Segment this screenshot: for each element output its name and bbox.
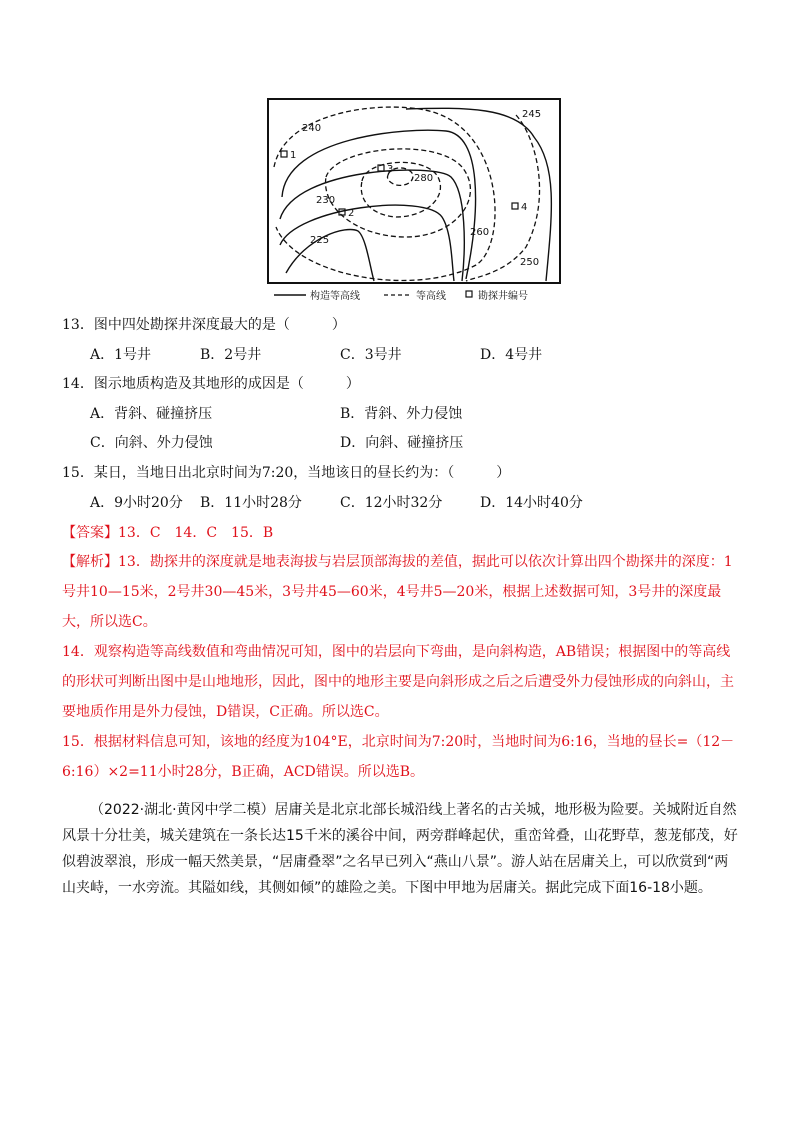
contour-label: 240 bbox=[302, 123, 322, 134]
well-label: 1 bbox=[290, 150, 297, 161]
legend-well: 勘探井编号 bbox=[478, 291, 528, 302]
contour-label: 230 bbox=[316, 195, 336, 206]
question-15-option-c: C．12小时32分 bbox=[340, 495, 443, 511]
answer-line bbox=[62, 523, 273, 543]
structure-contour-5 bbox=[406, 108, 551, 281]
question-15-stem: 15．某日，当地日出北京时间为7:20，当地该日的昼长约为：（ ） bbox=[62, 465, 511, 481]
well-label: 2 bbox=[348, 208, 355, 219]
contour-label: 280 bbox=[414, 173, 434, 184]
contour-label: 250 bbox=[520, 257, 540, 268]
legend-structure-contour: 构造等高线 bbox=[310, 291, 360, 302]
explanation-15: 15．根据材料信息可知，该地的经度为104°E，北京时间为7:20时，当地时间为6:16，当地的昼长=（12－6:16）×2=11小时28分，B正确，ACD错误。所以选B。 bbox=[62, 734, 735, 780]
explanation-block bbox=[62, 547, 738, 787]
structure-contour-1 bbox=[282, 130, 476, 279]
question-14-option-a: A．背斜、碰撞挤压 bbox=[90, 406, 213, 422]
structure-contour-4 bbox=[286, 230, 374, 281]
passage-block bbox=[62, 797, 738, 901]
question-15-option-d: D．14小时40分 bbox=[480, 495, 583, 511]
question-13-stem: 13．图中四处勘探井深度最大的是（ ） bbox=[62, 317, 346, 333]
structure-contour-2 bbox=[280, 170, 464, 281]
legend-contour: 等高线 bbox=[416, 291, 446, 302]
question-13-option-d: D．4号井 bbox=[480, 347, 543, 363]
explanation-label: 【解析】 bbox=[62, 554, 118, 570]
explanation-14: 14．观察构造等高线数值和弯曲情况可知，图中的岩层向下弯曲，是向斜构造，AB错误；根据图中的等高线的形状可判断出图中是山地地形，因此，图中的地形主要是向斜形成之后之后遭受外力侵蚀形成的向斜山，主要地质作用是外力侵蚀，D错误，C正确。所以选C。 bbox=[62, 644, 734, 720]
contour-map-svg bbox=[266, 97, 562, 307]
contour-label: 245 bbox=[522, 109, 542, 120]
question-14-option-c: C．向斜、外力侵蚀 bbox=[90, 435, 213, 451]
answer-text: 13．C 14．C 15．B bbox=[118, 525, 274, 541]
explanation-13-text: 13．勘探井的深度就是地表海拔与岩层顶部海拔的差值，据此可以依次计算出四个勘探井的深度：1号井10—15米，2号井30—45米，3号井45—60米，4号井5—20米，根据上述数据可知，3号井的深度最大，所以选C。 bbox=[62, 554, 733, 630]
well-1-icon bbox=[281, 151, 287, 157]
structure-contour-3 bbox=[280, 205, 454, 281]
contour-label: 260 bbox=[470, 227, 490, 238]
question-14-stem: 14．图示地质构造及其地形的成因是（ ） bbox=[62, 376, 360, 392]
question-15-option-b: B．11小时28分 bbox=[200, 495, 302, 511]
well-4-icon bbox=[512, 203, 518, 209]
explanation-13 bbox=[62, 547, 738, 637]
well-label: 3 bbox=[387, 164, 394, 175]
question-14-option-d: D．向斜、碰撞挤压 bbox=[340, 435, 464, 451]
contour-map-figure bbox=[266, 97, 562, 307]
question-13-option-a: A．1号井 bbox=[90, 347, 152, 363]
well-label: 4 bbox=[521, 202, 528, 213]
contour-label: 225 bbox=[310, 235, 330, 246]
passage-text: （2022·湖北·黄冈中学二模）居庸关是北京北部长城沿线上著名的古关城，地形极为险要。关城附近自然风景十分壮美，城关建筑在一条长达15千米的溪谷中间，两旁群峰起伏，重峦耸叠，山花野草，葱茏郁茂，好似碧波翠浪，形成一幅天然美景，“居庸叠翠”之名早已列入“燕山八景”。游人站在居庸关上，可以欣赏到“两山夹峙，一水旁流。其隘如线，其侧如倾”的雄险之美。下图中甲地为居庸关。据此完成下面16-18小题。 bbox=[62, 802, 738, 896]
legend-well-icon bbox=[466, 291, 472, 297]
question-13-option-c: C．3号井 bbox=[340, 347, 402, 363]
question-14-option-b: B．背斜、外力侵蚀 bbox=[340, 406, 463, 422]
question-13-option-b: B．2号井 bbox=[200, 347, 262, 363]
question-15-option-a: A．9小时20分 bbox=[90, 495, 183, 511]
answer-label: 【答案】 bbox=[62, 525, 118, 541]
